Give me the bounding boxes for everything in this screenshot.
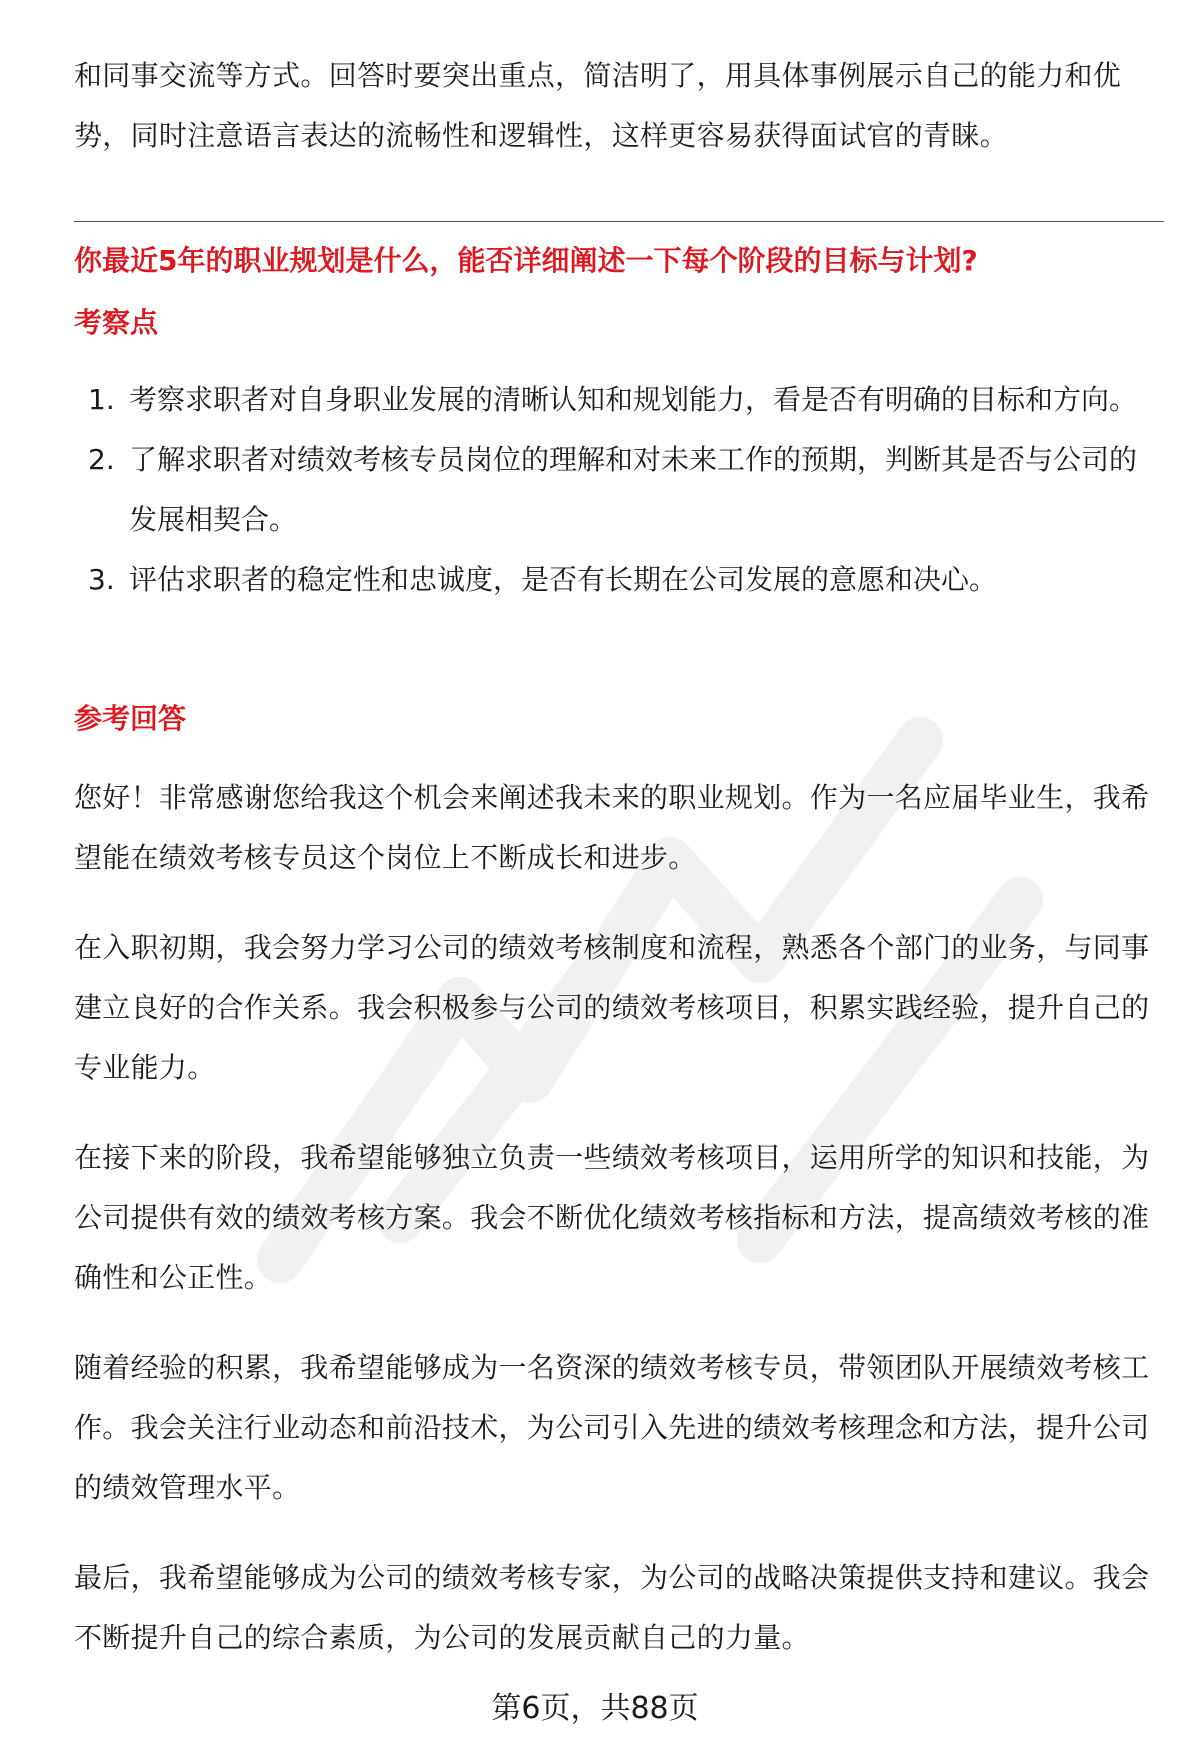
reference-answer-label: 参考回答 (74, 702, 187, 735)
answer-paragraph: 在入职初期，我会努力学习公司的绩效考核制度和流程，熟悉各个部门的业务，与同事建立良好的合作关系。我会积极参与公司的绩效考核项目，积累实践经验，提升自己的专业能力。 (74, 931, 1150, 1084)
section-divider (74, 221, 1164, 222)
list-item-text: 评估求职者的稳定性和忠诚度，是否有长期在公司发展的意愿和决心。 (129, 563, 998, 596)
answer-paragraph: 最后，我希望能够成为公司的绩效考核专家，为公司的战略决策提供支持和建议。我会不断提升自己的综合素质，为公司的发展贡献自己的力量。 (74, 1561, 1150, 1654)
list-item (74, 370, 1164, 430)
list-item-number: 2. (88, 443, 115, 476)
question-heading: 你最近5年的职业规划是什么，能否详细阐述一下每个阶段的目标与计划? (74, 244, 978, 277)
list-item-text: 了解求职者对绩效考核专员岗位的理解和对未来工作的预期，判断其是否与公司的发展相契合。 (129, 443, 1138, 536)
list-item (74, 550, 1164, 610)
examine-points-label: 考察点 (74, 306, 159, 339)
examine-points-list (74, 370, 1164, 610)
answer-paragraph: 随着经验的积累，我希望能够成为一名资深的绩效考核专员，带领团队开展绩效考核工作。我会关注行业动态和前沿技术，为公司引入先进的绩效考核理念和方法，提升公司的绩效管理水平。 (74, 1351, 1150, 1504)
answer-paragraph: 在接下来的阶段，我希望能够独立负责一些绩效考核项目，运用所学的知识和技能，为公司提供有效的绩效考核方案。我会不断优化绩效考核指标和方法，提高绩效考核的准确性和公正性。 (74, 1141, 1150, 1294)
answer-paragraph: 您好！非常感谢您给我这个机会来阐述我未来的职业规划。作为一名应届毕业生，我希望能在绩效考核专员这个岗位上不断成长和进步。 (74, 781, 1150, 874)
list-item (74, 430, 1164, 550)
page-number-footer: 第6页，共88页 (491, 1691, 699, 1726)
list-item-number: 1. (88, 383, 115, 416)
intro-paragraph: 和同事交流等方式。回答时要突出重点，简洁明了，用具体事例展示自己的能力和优势，同时注意语言表达的流畅性和逻辑性，这样更容易获得面试官的青睐。 (74, 59, 1122, 152)
list-item-number: 3. (88, 563, 115, 596)
list-item-text: 考察求职者对自身职业发展的清晰认知和规划能力，看是否有明确的目标和方向。 (129, 383, 1138, 416)
